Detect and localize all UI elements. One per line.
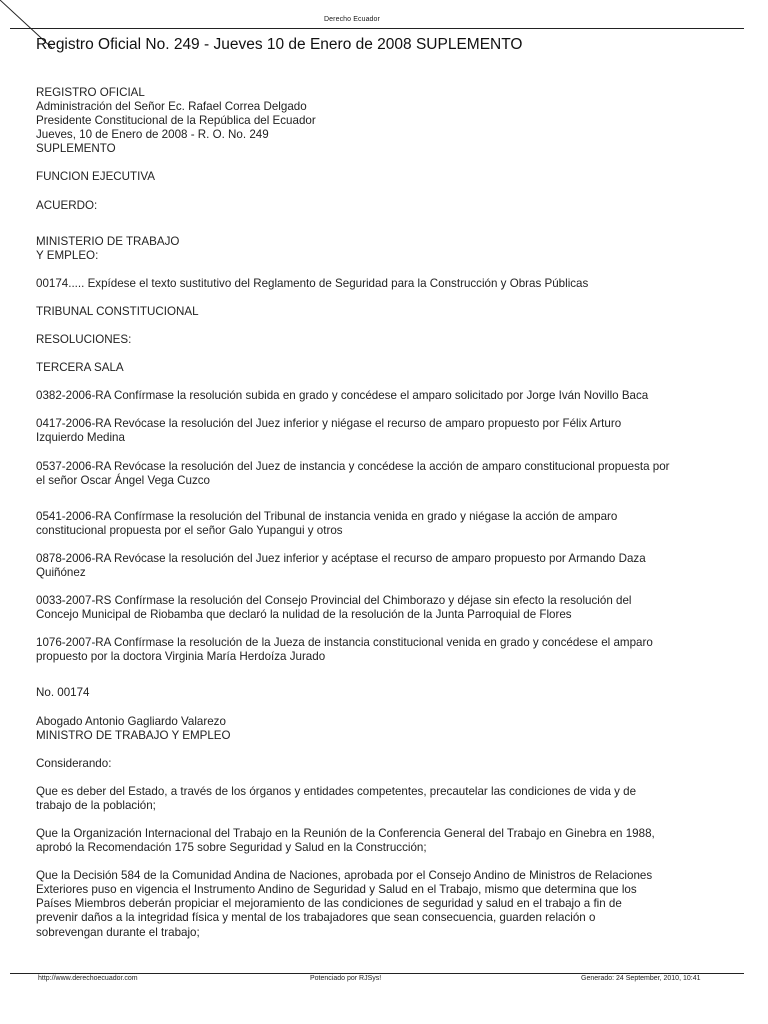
resolution-line: el señor Oscar Ángel Vega Cuzco — [36, 473, 211, 487]
section-heading: TRIBUNAL CONSTITUCIONAL — [36, 304, 199, 318]
document-body — [36, 86, 742, 940]
paragraph-line: Exteriores puso en vigencia el Instrumento Andino de Seguridad y Salud en el Trabajo, mismo que determina que los — [36, 883, 637, 897]
footer-powered-by: Potenciado por RJSys! — [310, 975, 382, 982]
resolution-line: 1076-2007-RA Confírmase la resolución de la Jueza de instancia constitucional venida en grado y concédese el amparo — [36, 636, 653, 650]
agreement-number: No. 00174 — [36, 686, 90, 700]
paragraph-line: sobrevengan durante el trabajo; — [36, 925, 200, 939]
resolution-line: Concejo Municipal de Riobamba que declaró la nulidad de la resolución de la Junta Parroquial de Flores — [36, 608, 572, 622]
resolution-entry — [36, 389, 742, 403]
resolution-entry — [36, 636, 742, 664]
paragraph-line: Países Miembros deberán propiciar el mejoramiento de las condiciones de seguridad y salud en el trabajo a fin de — [36, 897, 622, 911]
signer-office: MINISTRO DE TRABAJO Y EMPLEO — [36, 728, 231, 742]
section-heading: FUNCION EJECUTIVA — [36, 170, 155, 184]
section-heading: TERCERA SALA — [36, 361, 124, 375]
intro-line: Administración del Señor Ec. Rafael Correa Delgado — [36, 100, 307, 114]
considerando-paragraph — [36, 869, 742, 939]
resolution-entry — [36, 460, 742, 488]
intro-line: Presidente Constitucional de la República del Ecuador — [36, 114, 316, 128]
document-title: Registro Oficial No. 249 - Jueves 10 de Enero de 2008 SUPLEMENTO — [36, 36, 523, 53]
considerando-heading: Considerando: — [36, 756, 112, 770]
resolution-line: 0537-2006-RA Revócase la resolución del Juez de instancia y concédese la acción de amparo constitucional propuesta por — [36, 459, 670, 473]
site-header: Derecho Ecuador — [324, 16, 380, 23]
resolution-line: 0541-2006-RA Confírmase la resolución del Tribunal de instancia venida en grado y niégase la acción de amparo — [36, 509, 618, 523]
section-heading: RESOLUCIONES: — [36, 333, 132, 347]
considerando-paragraph — [36, 785, 742, 813]
agreement-summary: 00174..... Expídese el texto sustitutivo del Reglamento de Seguridad para la Construcción y Obras Públicas — [36, 276, 589, 290]
resolution-line: constitucional propuesta por el señor Galo Yupangui y otros — [36, 523, 343, 537]
section-heading: ACUERDO: — [36, 198, 98, 212]
resolution-line: propuesto por la doctora Virginia María Herdoíza Jurado — [36, 650, 326, 664]
paragraph-line: Que la Decisión 584 de la Comunidad Andina de Naciones, aprobada por el Consejo Andino de Ministros de Relaciones — [36, 869, 653, 883]
intro-line: SUPLEMENTO — [36, 142, 116, 156]
signer-name: Abogado Antonio Gagliardo Valarezo — [36, 714, 226, 728]
ministry-heading: Y EMPLEO: — [36, 248, 99, 262]
paragraph-line: Que la Organización Internacional del Trabajo en la Reunión de la Conferencia General del Trabajo en Ginebra en 1988, — [36, 827, 655, 840]
resolution-line: Izquierdo Medina — [36, 431, 125, 445]
resolution-line: 0033-2007-RS Confírmase la resolución del Consejo Provincial del Chimborazo y déjase sin efecto la resolución del — [36, 594, 632, 608]
resolution-entry — [36, 510, 742, 538]
paragraph-line: Que es deber del Estado, a través de los órganos y entidades competentes, precautelar las condiciones de vida y de — [36, 784, 637, 798]
paragraph-line: trabajo de la población; — [36, 798, 156, 812]
resolution-entry — [36, 552, 742, 580]
paragraph-line: aprobó la Recomendación 175 sobre Seguridad y Salud en la Construcción; — [36, 841, 427, 855]
resolution-line: Quiñónez — [36, 565, 86, 579]
resolution-entry — [36, 417, 742, 445]
footer-generated-date: Generado: 24 September, 2010, 10:41 — [581, 975, 701, 982]
resolution-line: 0417-2006-RA Revócase la resolución del Juez inferior y niégase el recurso de amparo propuesto por Félix Arturo — [36, 417, 622, 431]
intro-line: REGISTRO OFICIAL — [36, 86, 145, 99]
footer-divider — [10, 973, 744, 974]
considerando-paragraph — [36, 827, 742, 855]
resolution-entry — [36, 594, 742, 622]
resolution-line: 0382-2006-RA Confírmase la resolución subida en grado y concédese el amparo solicitado por Jorge Iván Novillo Baca — [36, 389, 649, 403]
resolution-line: 0878-2006-RA Revócase la resolución del Juez inferior y acéptase el recurso de amparo propuesto por Armando Daza — [36, 551, 646, 565]
ministry-heading: MINISTERIO DE TRABAJO — [36, 234, 180, 248]
intro-line: Jueves, 10 de Enero de 2008 - R. O. No. 249 — [36, 128, 269, 142]
paragraph-line: prevenir daños a la integridad física y mental de los trabajadores que sean consecuencia, guarden relación o — [36, 911, 596, 925]
footer-url-link[interactable]: http://www.derechoecuador.com — [38, 975, 138, 982]
header-divider — [10, 28, 744, 29]
